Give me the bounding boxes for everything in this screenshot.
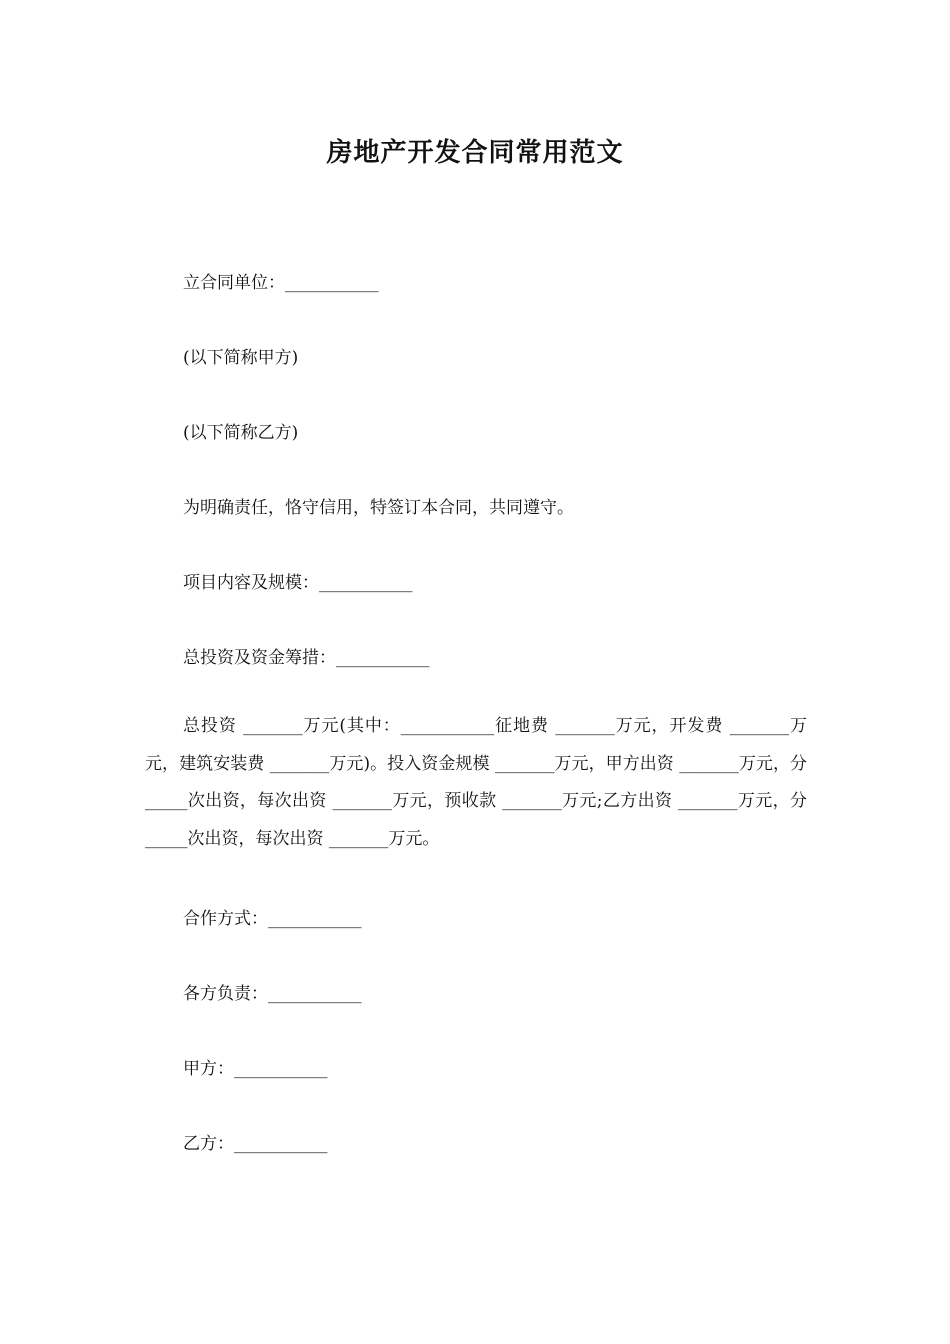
investment-funding-line: 总投资及资金筹措：___________: [183, 648, 430, 668]
party-a-note: (以下简称甲方): [183, 348, 299, 368]
responsibilities-line: 各方负责：___________: [183, 984, 362, 1004]
party-a-signature-line: 甲方：___________: [183, 1059, 328, 1079]
document-title: 房地产开发合同常用范文: [326, 138, 624, 168]
party-b-signature-line: 乙方：___________: [183, 1134, 328, 1154]
party-b-note: (以下简称乙方): [183, 423, 299, 443]
cooperation-method-line: 合作方式：___________: [183, 909, 362, 929]
project-content-line: 项目内容及规模：___________: [183, 573, 413, 593]
contract-party-line: 立合同单位：___________: [183, 273, 379, 293]
purpose-line: 为明确责任，恪守信用，特签订本合同，共同遵守。: [183, 498, 574, 518]
investment-paragraph: 总投资 _______万元(其中：___________征地费 _______万元，开发费 _______万元，建筑安装费 _______万元)。投入资金规模 _______万元，甲方出资 _______万元，分_____次出资，每次出资 _______万元，预收款 _______万元;乙方出资 _______万元，分_____次出资，每次出资 _______万元。: [145, 716, 807, 849]
